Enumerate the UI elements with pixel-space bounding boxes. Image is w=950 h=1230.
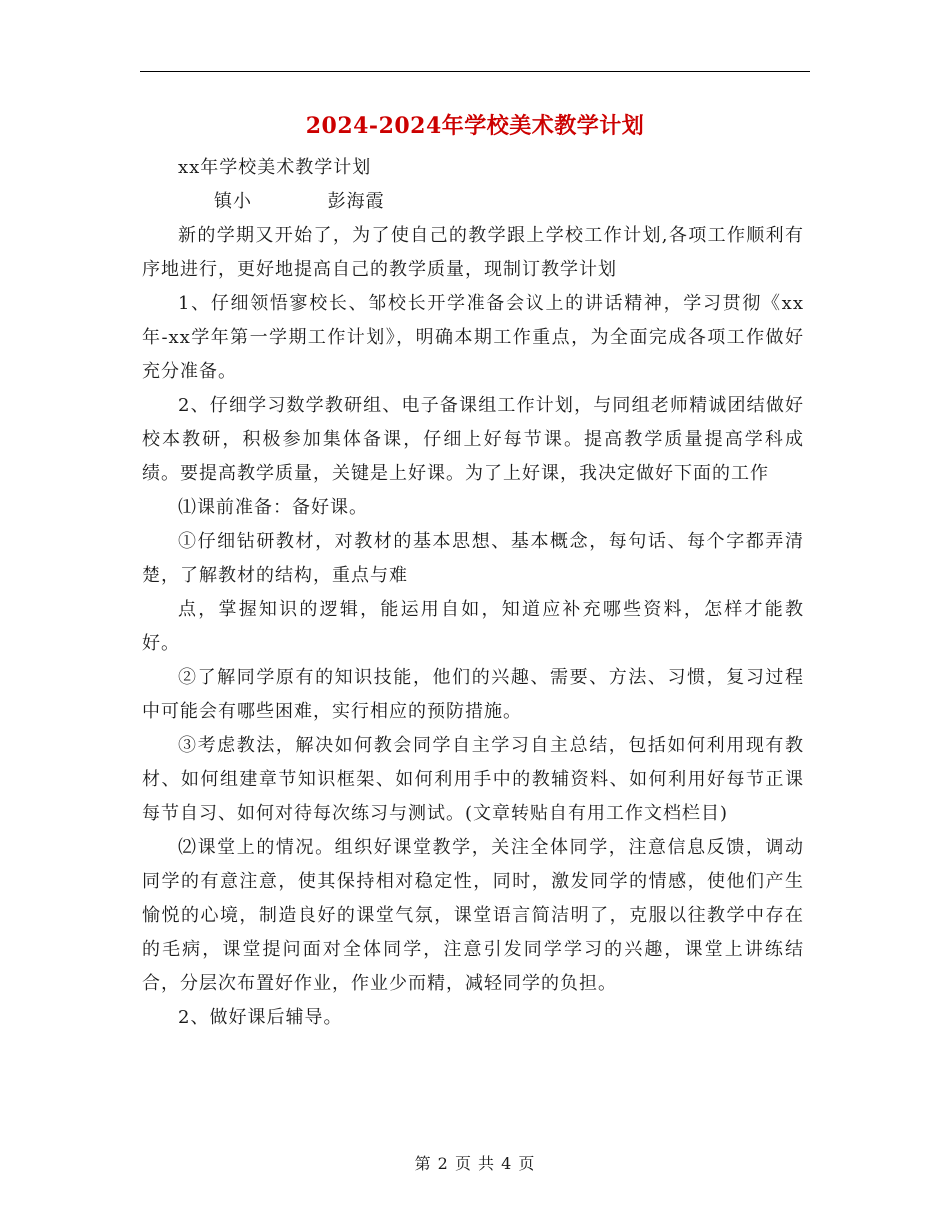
paragraph: 1、仔细领悟寥校长、邹校长开学准备会议上的讲话精神，学习贯彻《xx年-xx学年第一学期工作计划》，明确本期工作重点，为全面完成各项工作做好充分准备。 bbox=[142, 293, 804, 382]
page-number-footer: 第 2 页 共 4 页 bbox=[414, 1154, 536, 1173]
paragraph: ⑵课堂上的情况。组织好课堂教学，关注全体同学，注意信息反馈，调动同学的有意注意，使其保持相对稳定性，同时，激发同学的情感，使他们产生愉悦的心境，制造良好的课堂气氛，课堂语言简洁明了，克服以往教学中存在的毛病，课堂提问面对全体同学，注意引发同学学习的兴趣，课堂上讲练结合，分层次布置好作业，作业少而精，减轻同学的负担。 bbox=[142, 837, 804, 994]
document-body bbox=[142, 151, 804, 1035]
paragraph: ⑴课前准备：备好课。 bbox=[178, 497, 368, 518]
paragraph: 点，掌握知识的逻辑，能运用自如，知道应补充哪些资料，怎样才能教好。 bbox=[142, 599, 804, 654]
paragraph: ②了解同学原有的知识技能，他们的兴趣、需要、方法、习惯，复习过程中可能会有哪些困难，实行相应的预防措施。 bbox=[142, 667, 804, 722]
paragraph: 2、仔细学习数学教研组、电子备课组工作计划，与同组老师精诚团结做好校本教研，积极参加集体备课，仔细上好每节课。提高教学质量提高学科成绩。要提高教学质量，关键是上好课。为了上好课，我决定做好下面的工作 bbox=[142, 395, 804, 484]
author-name: 彭海霞 bbox=[327, 191, 385, 212]
header-rule bbox=[140, 71, 810, 72]
author-school: 镇小 bbox=[214, 191, 252, 212]
author-line bbox=[142, 185, 804, 219]
paragraph: ①仔细钻研教材，对教材的基本思想、基本概念，每句话、每个字都弄清楚，了解教材的结构，重点与难 bbox=[142, 531, 804, 586]
paragraph: 2、做好课后辅导。 bbox=[178, 1007, 343, 1028]
document-subtitle: xx年学校美术教学计划 bbox=[178, 157, 372, 178]
document-title: 2024-2024年学校美术教学计划 bbox=[305, 113, 645, 139]
paragraph: 新的学期又开始了，为了使自己的教学跟上学校工作计划,各项工作顺利有序地进行，更好地提高自己的教学质量，现制订教学计划 bbox=[142, 225, 804, 280]
paragraph: ③考虑教法，解决如何教会同学自主学习自主总结，包括如何利用现有教材、如何组建章节知识框架、如何利用手中的教辅资料、如何利用好每节正课每节自习、如何对待每次练习与测试。(文章转贴自有用工作文档栏目) bbox=[142, 735, 804, 824]
